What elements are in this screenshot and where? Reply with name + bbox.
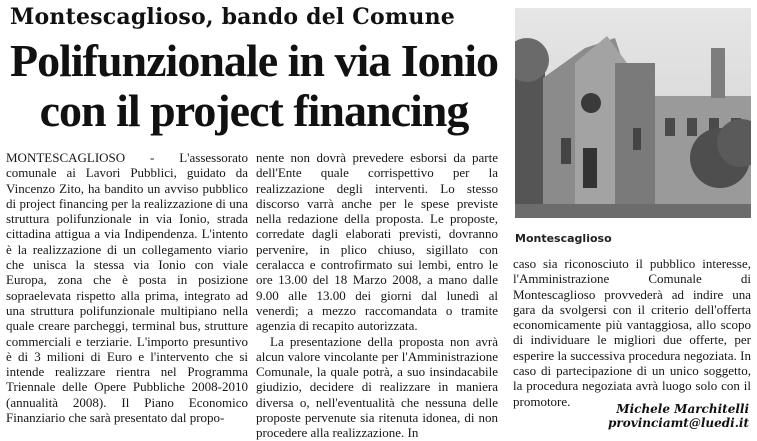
article-headline <box>4 36 504 136</box>
photo-caption: Montescaglioso <box>515 232 612 245</box>
article-column-1 <box>6 150 248 425</box>
article-column-2 <box>256 150 498 441</box>
article-column-3 <box>513 256 751 409</box>
headline-line-1: Polifunzionale in via Ionio <box>9 35 499 86</box>
paragraph: MONTESCAGLIOSO - L'assessorato comunale ai Lavori Pubblici, guidato da Vincenzo Zito, ha bandito un avviso pubblico di project financing per la realizzazione di una struttura polifunzionale in via Ionio, strada cittadina attigua a via Indipendenza. L'intento è la realizzazione di un collegamento viario che unisca la stessa via Ionio con viale Europa, zona che è posta in posizione sopraelevata rispetto alla prima, integrato ad una struttura polifunzionale multipiano nella quale creare parcheggi, terminal bus, strutture commerciali e terziarie. L'importo presuntivo è di 3 milioni di Euro e l'intervento che si intende realizzare rientra nel Programma Triennale delle Opere Pubbliche 2008-2010 (annualità 2008). Il Piano Economico Finanziario che sarà presentato dal propo- <box>6 150 248 426</box>
article-photo <box>515 8 751 218</box>
author-email: provinciamt@luedi.it <box>608 416 749 430</box>
paragraph: nente non dovrà prevedere esborsi da parte dell'Ente quale corrispettivo per la realizzazione degli interventi. Lo stesso discorso varrà anche per le spese previste nella redazione della proposta. Le proposte, corredate dagli elaborati previsti, dovranno pervenire, in plico chiuso, sigillato con ceralacca e controfirmato sui lembi, entro le ore 13.00 del 18 Marzo 2008, a mano dalle 9.00 alle 13.00 dei giorni dal lunedì al venerdì; a mezzo raccomandata o tramite agenzia di recapito autorizzata. <box>256 150 498 334</box>
headline-line-2: con il project financing <box>39 85 469 136</box>
paragraph: caso sia riconosciuto il pubblico interesse, l'Amministrazione Comunale di Montescaglioso provvederà ad indire una gara da svolgersi con il criterio dell'offerta economicamente più vantaggiosa, allo scopo di individuare le migliori due offerte, per esperire la successiva procedura negoziata. In caso di partecipazione di un unico soggetto, la procedura negoziata avrà luogo solo con il promotore. <box>513 256 751 409</box>
paragraph: La presentazione della proposta non avrà alcun valore vincolante per l'Amministrazione Comunale, la quale potrà, a suo insindacabile giudizio, decidere di realizzare in maniera diversa o, nell'eventualità che nessuna delle proposte pervenute sia ritenuta idonea, di non procedere alla realizzazione. In <box>256 333 498 441</box>
article-kicker: Montescaglioso, bando del Comune <box>10 4 455 30</box>
church-facade-photo <box>515 8 751 218</box>
author-name: Michele Marchitelli <box>616 402 749 416</box>
